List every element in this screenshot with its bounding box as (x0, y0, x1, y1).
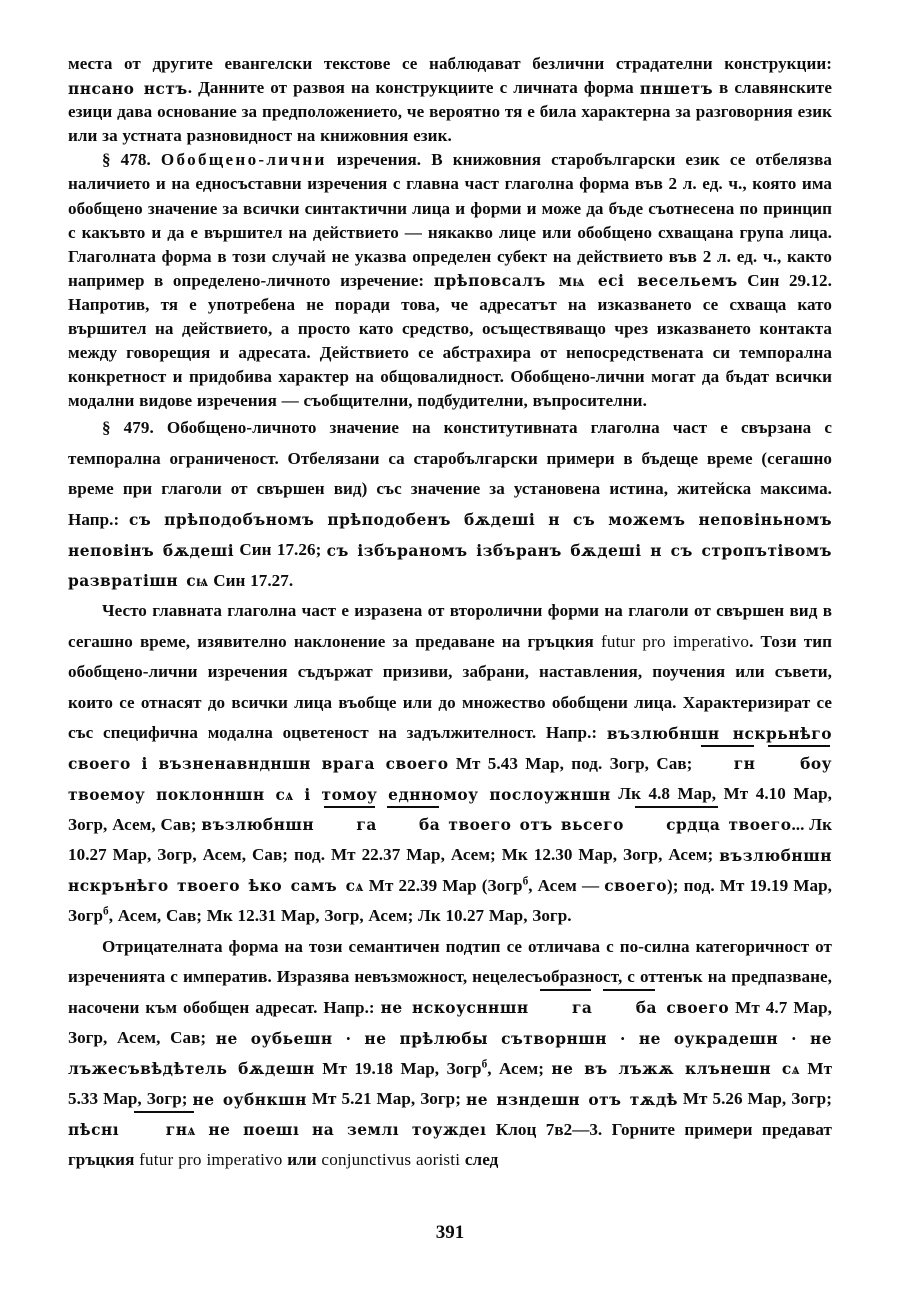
ocs-quotation: своего (656, 999, 730, 1018)
text-run: Син 29.12. Напротив, тя е употребена не поради това, че адресатът на изказването се схваща като вършител на действието, а просто като средство, осъществяващо чрез изказването контакта между говорещия и адресата. Действието се абстрахира от непосредствената си темпорална конкретност и придобива характер на общовалидност. Обобщено-лични могат да бъдат всички модални видове изречения — съобщителни, подбудителни, въпросителни. (68, 270, 832, 411)
text-run: Мт 19.18 Мар, Зогр (314, 1058, 482, 1078)
ocs-quotation: съ прѣподобъномъ прѣподобенъ бѫдеші н съ можемъ неповіньномъ неповінъ бѫдеші (68, 511, 832, 560)
ocs-titlo-abbreviation: ба (385, 810, 440, 841)
ocs-quotation: твоего (720, 816, 792, 835)
ocs-quotation (592, 999, 601, 1017)
ocs-titlo-abbreviation: ба (602, 993, 657, 1024)
ocs-quotation: пнсано нстъ (68, 79, 188, 98)
paragraph-p-479 (68, 413, 832, 596)
latin-term: conjunctivus aoristi (321, 1150, 461, 1170)
text-run: Мт 22.39 Мар (Зогр (363, 875, 523, 895)
ocs-titlo-abbreviation: га (322, 810, 376, 841)
ocs-titlo-abbreviation: га (538, 993, 592, 1024)
latin-term: futur pro imperativo (139, 1150, 283, 1170)
ocs-quotation: възлюбншн (201, 816, 323, 835)
text-run: § 479. Обобщено-личното значение на конститутивната глаголна част е свързана с темпорална ограниченост. Отбелязани са старобългарски примери в бъдеще време (сегашно време при глаголи от свършен вид) със значение за установена истина, житейска максима. Напр.: (68, 418, 832, 529)
text-run: Мт 5.33 Мар, Зогр; (68, 1058, 833, 1109)
ocs-quotation: твоего отъ вьсего (440, 816, 633, 835)
text-run: или (282, 1150, 322, 1170)
ocs-quotation: прѣповсалъ мѩ есі весельемъ (433, 272, 738, 291)
text-run: Мт 5.26 Мар, Зогр; (677, 1089, 832, 1109)
ocs-quotation: своего (604, 877, 668, 896)
text-run: ... Лк 10.27 Мар, Зогр, Асем, Сав; под. Мт 22.37 Мар, Асем; Мк 12.30 Мар, Зогр, Асем; (68, 814, 832, 865)
text-run: Мт 5.43 Мар, под. Зогр, Сав; (448, 753, 700, 773)
ocs-quotation (755, 755, 766, 773)
text-run: Мт 5.21 Мар, Зогр; (306, 1089, 466, 1109)
text-run: . Този тип обобщено-лични изречения съдържат призиви, забрани, наставления, поучения или съвети, които се отнасят до всички лица въобще или до множество обобщени лица. Характеризират се със специфична модална оцветеност на задължителност. Напр.: (68, 631, 833, 743)
text-run: Отрицателната форма на този семантичен подтип се отличава с по-силна категоричност от изреченията с императив. Изразява невъзможност, нецелесъобразност, с оттенък на предпазване, насочени към обобщен адресат. Напр.: (68, 936, 832, 1017)
ocs-quotation: твоемоу поклонншн сѧ і томоу еднномоу послоужншн (68, 785, 611, 804)
text-run: изречения. В книжовния старобългарски език се отбелязва наличието и на едносъставни изречения с главна част глаголна форма във 2 л. ед. ч., която има обобщено значение за всички синтактични лица и форми и може да бъде съотнесена по принцип с какъвто и да е вършител на действието — някакво лице или обобщено схващана група лица. Глаголната форма в този случай не указва определен субект на действието във 2 л. ед. ч., както например в определено-личното изречение: (68, 150, 832, 290)
ocs-quotation: пншетъ (639, 79, 714, 98)
ocs-titlo-abbreviation: гнѧ (132, 1115, 196, 1146)
text-run: , Асем, Сав; Мк 12.31 Мар, Зогр, Асем; Лк 10.27 Мар, Зогр. (108, 906, 572, 926)
ocs-titlo-abbreviation: боу (766, 749, 832, 780)
text-run: Клоц 7в2—3. Горните примери предават гръцкия (68, 1119, 832, 1170)
text-run: , Асем — (528, 875, 605, 895)
text-run: , Асем; (487, 1058, 552, 1078)
ocs-quotation: пѣснı (68, 1121, 132, 1140)
latin-term: futur pro imperativo (600, 631, 750, 651)
ocs-quotation: не въ лъжѫ клънешн сѧ (551, 1060, 800, 1079)
ocs-titlo-abbreviation: гн (700, 749, 756, 780)
text-run: Често главната глаголна част е изразена от второлични форми на глаголи от свършен вид в сегашно време, изявително наклонение за предаване на гръцкия (68, 601, 832, 651)
ocs-quotation: възлюбншн нскрънѣго твоего ѣко самъ сѧ (68, 846, 832, 896)
ocs-quotation (377, 816, 385, 834)
ocs-quotation: не поешı на землı тоуждеı (195, 1121, 487, 1140)
body-text-column (68, 52, 832, 1176)
ocs-quotation: възлюбншн нскрьнѣго своего і възненавндншн врага своего (68, 724, 832, 774)
text-run: Мт 4.7 Мар, Зогр, Асем, Сав; (68, 997, 832, 1048)
page-number: 391 (435, 1222, 465, 1243)
text-run: Лк 4.8 Мар, Мт 4.10 Мар, Зогр, Асем, Сав; (68, 784, 832, 834)
text-run: . Данните от развоя на конструкциите с личната форма (187, 78, 640, 98)
text-run: места от другите евангелски текстове се наблюдават безлични страдателни конструкции: (68, 54, 832, 73)
text-run: Син 17.26; (234, 540, 327, 560)
ocs-titlo-abbreviation: срдца (632, 810, 720, 841)
text-run: Син 17.27. (208, 570, 294, 590)
manuscript-superscript: б (522, 875, 529, 888)
ocs-quotation: не нзндешн отъ тѫдѣ (465, 1090, 678, 1109)
paragraph-p-negative (68, 932, 832, 1176)
manuscript-superscript: б (103, 905, 109, 918)
text-run: § 478. (102, 150, 161, 170)
text-run: в славянските езици дава основание за предположението, че вероятно тя е била характерна за разговорния език или за устната разновидност на книжовния език. (68, 78, 832, 146)
ocs-quotation: не оубьешн · не прѣлюбы сътворншн · не оукрадешн · не лъжесъвѣдѣтель бѫдешн (68, 1029, 833, 1079)
ocs-quotation: не нскоуснншн (380, 999, 538, 1018)
text-run: след (460, 1150, 499, 1170)
term-emphasis: Обобщено-лични (160, 150, 327, 170)
ocs-quotation: не оубнкшн (192, 1090, 307, 1109)
paragraph-p-478 (68, 148, 832, 413)
ocs-quotation: съ ізбъраномъ ізбъранъ бѫдеші н съ стропътівомъ развратішн сѩ (68, 541, 832, 591)
text-run: ); под. Мт 19.19 Мар, Зогр (68, 875, 832, 926)
manuscript-superscript: б (481, 1058, 488, 1071)
paragraph-p-continuation (68, 52, 832, 148)
paragraph-p-futur (68, 596, 832, 932)
